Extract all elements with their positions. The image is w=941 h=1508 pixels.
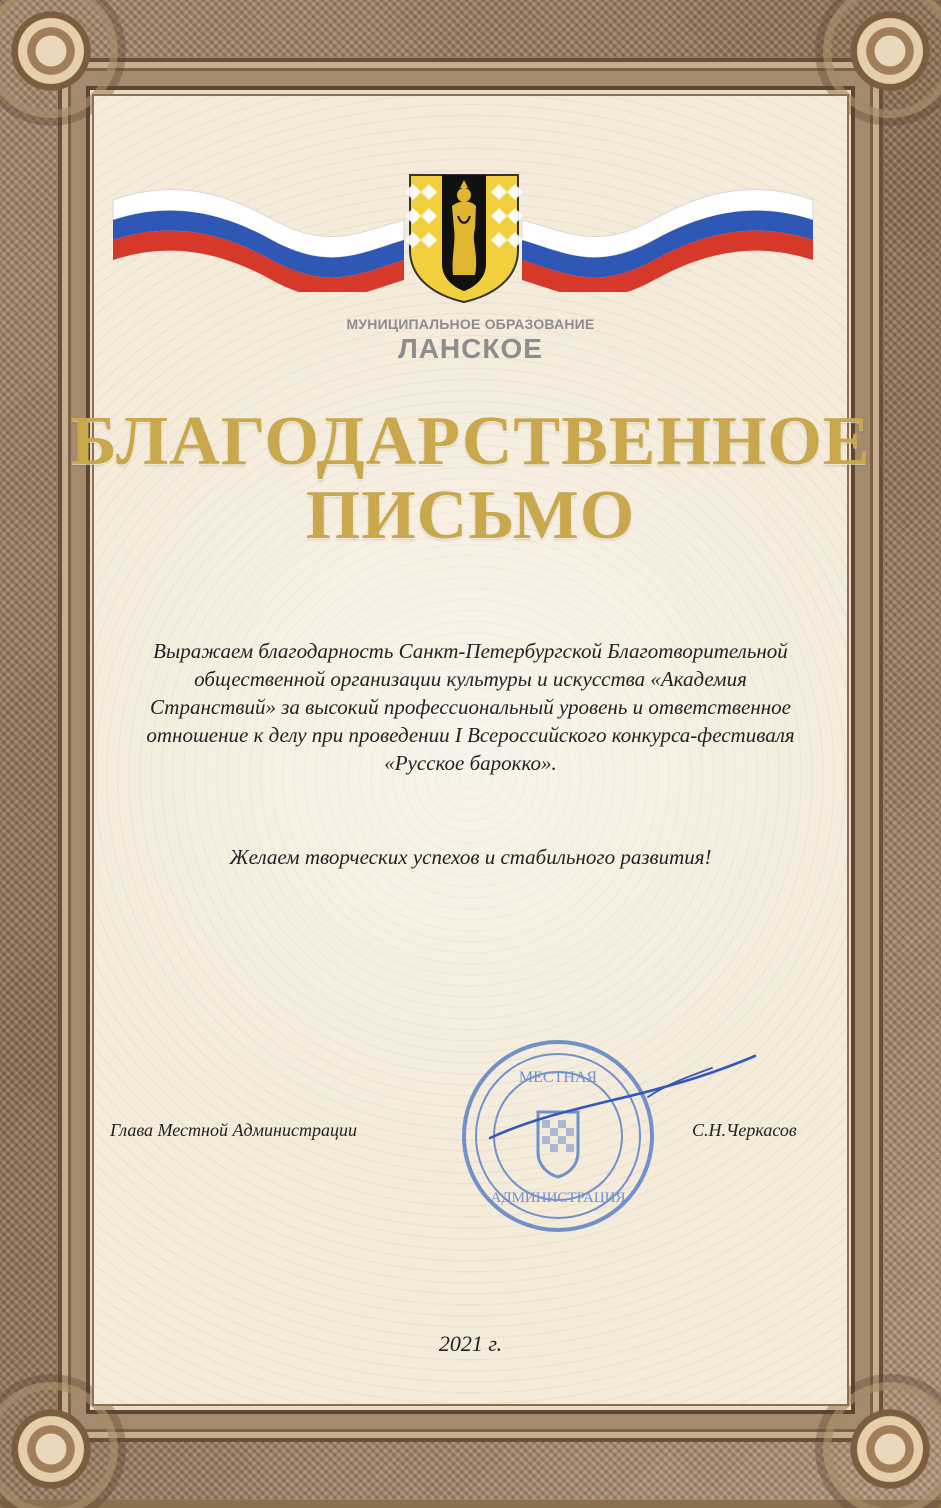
letter-body: Выражаем благодарность Санкт-Петербургской Благотворительной общественной организации культуры и искусства «Академия Странствий» за высокий профессиональный уровень и ответственное отношение к делу при проведении I Всероссийского конкурса-фестиваля «Русское барокко». [146,639,795,775]
title-line-1: БЛАГОДАРСТВЕННОЕ [70,403,871,480]
closing-wish: Желаем творческих успехов и стабильного развития! [229,845,712,869]
document-date: 2021 г. [438,1331,503,1356]
left-flag-ribbon [113,189,404,292]
signatory-name: С.Н.Черкасов [692,1120,797,1140]
corner-ornament [0,1390,110,1508]
corner-ornament [831,1390,941,1508]
right-flag-ribbon [522,189,813,292]
organization-name: ЛАНСКОЕ [398,333,543,364]
handwritten-signature [470,1050,770,1170]
stamp-bottom-text: АДМИНИСТРАЦИЯ [490,1190,626,1206]
organization-type: МУНИЦИПАЛЬНОЕ ОБРАЗОВАНИЕ [346,316,595,332]
document-title [0,405,941,553]
title-line-2: ПИСЬМО [305,477,636,554]
coat-of-arms-icon [405,172,523,304]
signatory-position: Глава Местной Администрации [110,1120,357,1140]
stamp-top-text: МЕСТНАЯ [518,1069,598,1086]
